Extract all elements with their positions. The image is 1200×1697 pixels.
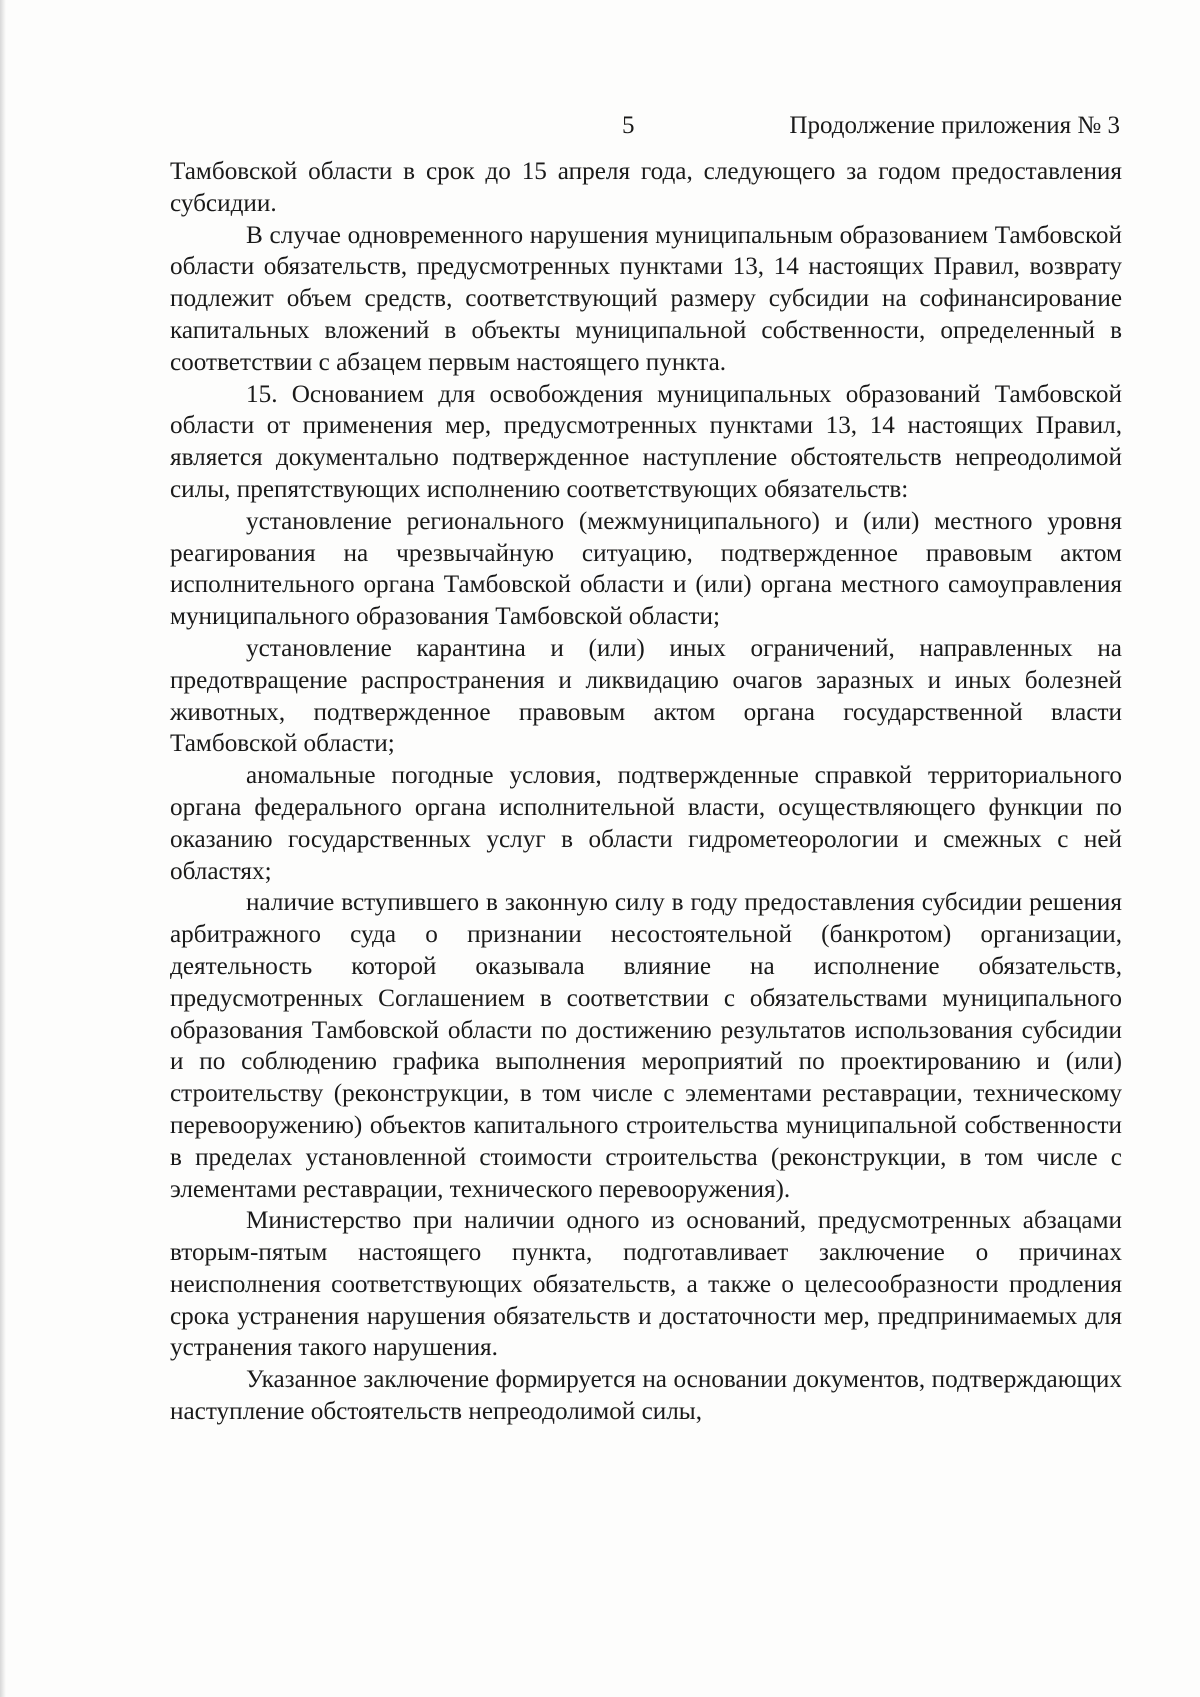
paragraph-conclusion-basis: Указанное заключение формируется на основании документов, подтверждающих наступление обстоятельств непреодолимой силы, (170, 1366, 1122, 1426)
paragraph-emergency-response: установление регионального (межмуниципального) и (или) местного уровня реагирования на чрезвычайную ситуацию, подтвержденное правовым актом исполнительного органа Тамбовской области и (или) органа местного самоуправления муниципального образования Тамбовской области; (170, 507, 1122, 631)
paragraph-weather-conditions: аномальные погодные условия, подтвержденные справкой территориального органа федерального органа исполнительной власти, осуществляющего функции по оказанию государственных услуг в области гидрометеорологии и смежных с ней областях; (170, 762, 1122, 885)
paragraph-bankruptcy: наличие вступившего в законную силу в году предоставления субсидии решения арбитражного суда о признании несостоятельной (банкротом) организации, деятельность которой оказывала влияние на исполнение обязательств, предусмотренных Соглашением в соответствии с обязательствами муниципального образования Тамбовской области по достижению результатов использования субсидии и по соблюдению графика выполнения мероприятий по проектированию и (или) строительству (реконструкции, в том числе с элементами реставрации, техническому перевооружению) объектов капитального строительства муниципальной собственности в пределах установленной стоимости строительства (реконструкции, в том числе с элементами реставрации, технического перевооружения). (170, 889, 1122, 1203)
paragraph-continued: Тамбовской области в срок до 15 апреля года, следующего за годом предоставления субсидии. (170, 158, 1122, 217)
page-header (170, 112, 1120, 146)
document-body (170, 156, 1122, 1428)
paragraph-item-15: 15. Основанием для освобождения муниципальных образований Тамбовской области от применения мер, предусмотренных пунктами 13, 14 настоящих Правил, является документально подтвержденное наступление обстоятельств непреодолимой силы, препятствующих исполнению соответствующих обязательств: (170, 380, 1122, 503)
paragraph-quarantine: установление карантина и (или) иных ограничений, направленных на предотвращение распространения и ликвидацию очагов заразных и иных болезней животных, подтвержденное правовым актом органа государственной власти Тамбовской области; (170, 634, 1122, 758)
appendix-continuation-label: Продолжение приложения № 3 (789, 112, 1120, 139)
paragraph-simultaneous-violation: В случае одновременного нарушения муниципальным образованием Тамбовской области обязательств, предусмотренных пунктами 13, 14 настоящих Правил, возврату подлежит объем средств, соответствующий размеру субсидии на софинансирование капитальных вложений в объекты муниципальной собственности, определенный в соответствии с абзацем первым настоящего пункта. (170, 221, 1122, 376)
page-number: 5 (622, 112, 635, 139)
scan-edge-shadow (0, 0, 6, 1697)
paragraph-ministry-conclusion: Министерство при наличии одного из оснований, предусмотренных абзацами вторым-пятым настоящего пункта, подготавливает заключение о причинах неисполнения соответствующих обязательств, а также о целесообразности продления срока устранения нарушения обязательств и достаточности мер, предпринимаемых для устранения такого нарушения. (170, 1207, 1122, 1362)
